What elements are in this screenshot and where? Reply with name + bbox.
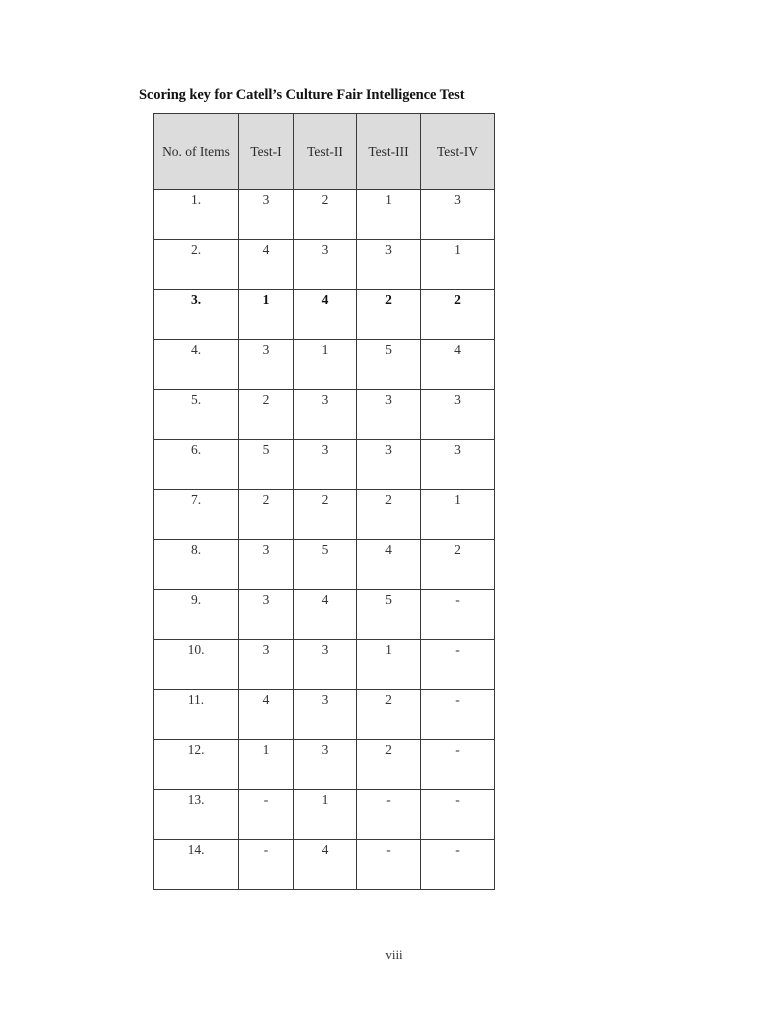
item-number-cell: 7. [154, 490, 239, 540]
test-iii-cell: 1 [357, 190, 421, 240]
test-iii-cell: 3 [357, 440, 421, 490]
test-iv-cell: - [421, 740, 495, 790]
table-row [154, 390, 495, 440]
test-iii-cell: - [357, 790, 421, 840]
test-iv-cell: 3 [421, 440, 495, 490]
test-iv-cell: 1 [421, 240, 495, 290]
table-row [154, 640, 495, 690]
test-iii-cell: - [357, 840, 421, 890]
test-ii-cell: 4 [294, 590, 357, 640]
test-i-cell: 3 [239, 640, 294, 690]
document-title: Scoring key for Catell’s Culture Fair Intelligence Test [139, 87, 465, 103]
item-number-cell: 9. [154, 590, 239, 640]
test-iii-cell: 2 [357, 740, 421, 790]
test-ii-cell: 4 [294, 290, 357, 340]
test-iii-cell: 2 [357, 290, 421, 340]
test-i-cell: 3 [239, 540, 294, 590]
table-row [154, 590, 495, 640]
item-number-cell: 2. [154, 240, 239, 290]
item-number-cell: 6. [154, 440, 239, 490]
test-iv-cell: 2 [421, 540, 495, 590]
test-i-cell: 3 [239, 190, 294, 240]
test-i-cell: 1 [239, 290, 294, 340]
test-ii-cell: 3 [294, 740, 357, 790]
table-header-row [154, 114, 495, 190]
item-number-cell: 4. [154, 340, 239, 390]
item-number-cell: 10. [154, 640, 239, 690]
test-iv-cell: - [421, 790, 495, 840]
test-iii-cell: 3 [357, 240, 421, 290]
test-iv-cell: - [421, 690, 495, 740]
table-row [154, 340, 495, 390]
test-i-cell: 2 [239, 390, 294, 440]
test-ii-cell: 3 [294, 390, 357, 440]
test-iv-cell: 3 [421, 190, 495, 240]
test-i-cell: 2 [239, 490, 294, 540]
header-no-of-items: No. of Items [154, 114, 239, 190]
test-iii-cell: 1 [357, 640, 421, 690]
test-iii-cell: 2 [357, 690, 421, 740]
table-row [154, 840, 495, 890]
table-row [154, 690, 495, 740]
test-ii-cell: 3 [294, 640, 357, 690]
test-ii-cell: 1 [294, 340, 357, 390]
test-i-cell: 3 [239, 590, 294, 640]
test-i-cell: 1 [239, 740, 294, 790]
table-row [154, 490, 495, 540]
test-ii-cell: 3 [294, 240, 357, 290]
scoring-key-table [153, 113, 495, 890]
table-row [154, 190, 495, 240]
test-iv-cell: 1 [421, 490, 495, 540]
test-iii-cell: 3 [357, 390, 421, 440]
page-number: viii [385, 947, 403, 962]
test-i-cell: 4 [239, 690, 294, 740]
item-number-cell: 14. [154, 840, 239, 890]
item-number-cell: 11. [154, 690, 239, 740]
test-iv-cell: 3 [421, 390, 495, 440]
header-test-iv: Test-IV [421, 114, 495, 190]
table-row [154, 440, 495, 490]
test-i-cell: 3 [239, 340, 294, 390]
item-number-cell: 13. [154, 790, 239, 840]
header-test-ii: Test-II [294, 114, 357, 190]
item-number-cell: 12. [154, 740, 239, 790]
test-i-cell: 5 [239, 440, 294, 490]
test-i-cell: 4 [239, 240, 294, 290]
table-row [154, 740, 495, 790]
table-row [154, 790, 495, 840]
test-iv-cell: - [421, 640, 495, 690]
test-iii-cell: 2 [357, 490, 421, 540]
test-iii-cell: 5 [357, 340, 421, 390]
test-ii-cell: 4 [294, 840, 357, 890]
test-ii-cell: 5 [294, 540, 357, 590]
item-number-cell: 5. [154, 390, 239, 440]
table-row [154, 290, 495, 340]
test-ii-cell: 2 [294, 490, 357, 540]
test-ii-cell: 1 [294, 790, 357, 840]
table-row [154, 240, 495, 290]
test-i-cell: - [239, 790, 294, 840]
test-ii-cell: 2 [294, 190, 357, 240]
item-number-cell: 3. [154, 290, 239, 340]
item-number-cell: 8. [154, 540, 239, 590]
test-iv-cell: 4 [421, 340, 495, 390]
test-iv-cell: 2 [421, 290, 495, 340]
header-test-i: Test-I [239, 114, 294, 190]
table-row [154, 540, 495, 590]
test-iii-cell: 4 [357, 540, 421, 590]
test-ii-cell: 3 [294, 690, 357, 740]
test-iv-cell: - [421, 590, 495, 640]
test-i-cell: - [239, 840, 294, 890]
test-ii-cell: 3 [294, 440, 357, 490]
test-iii-cell: 5 [357, 590, 421, 640]
header-test-iii: Test-III [357, 114, 421, 190]
test-iv-cell: - [421, 840, 495, 890]
item-number-cell: 1. [154, 190, 239, 240]
